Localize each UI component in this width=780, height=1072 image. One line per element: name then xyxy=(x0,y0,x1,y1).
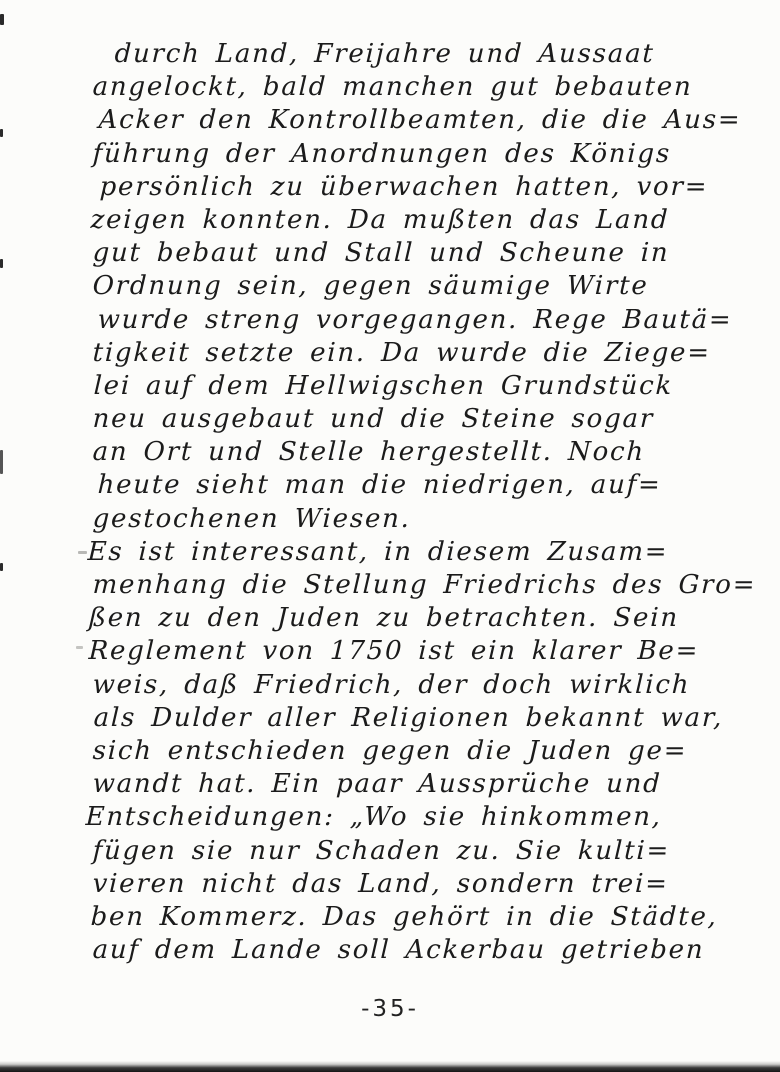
handwritten-line: durch Land, Freijahre und Aussaat xyxy=(114,39,656,69)
handwritten-line: lei auf dem Hellwigschen Grundstück xyxy=(93,370,674,401)
handwritten-line: gut bebaut und Stall und Scheune in xyxy=(92,238,671,269)
handwritten-line: angelockt, bald manchen gut bebauten xyxy=(92,72,694,103)
handwritten-line: führung der Anordnungen des Königs xyxy=(92,138,672,169)
scan-speck xyxy=(0,450,3,474)
handwritten-line: Entscheidungen: „Wo sie hinkommen, xyxy=(85,802,663,833)
scan-speck xyxy=(0,14,4,25)
scan-speck xyxy=(0,129,3,137)
handwritten-line: heute sieht man die niedrigen, auf= xyxy=(97,470,663,501)
scan-speck xyxy=(76,646,83,649)
handwritten-line: gestochenen Wiesen. xyxy=(92,503,412,534)
handwritten-line: als Dulder aller Religionen bekannt war, xyxy=(93,702,724,733)
scan-speck xyxy=(78,551,87,554)
handwritten-text-block xyxy=(85,38,757,967)
handwritten-line: zeigen konnten. Da mußten das Land xyxy=(90,204,670,235)
handwritten-line: ben Kommerz. Das gehört in die Städte, xyxy=(90,901,719,932)
handwritten-line: fügen sie nur Schaden zu. Sie kulti= xyxy=(92,835,671,866)
handwritten-line: Acker den Kontrollbeamten, die die Aus= xyxy=(98,105,742,136)
handwritten-line: wurde streng vorgegangen. Rege Bautä= xyxy=(97,304,734,335)
handwritten-line: auf dem Lande soll Ackerbau getrieben xyxy=(92,935,705,966)
handwritten-line: neu ausgebaut und die Steine sogar xyxy=(92,404,655,435)
handwritten-line: ßen zu den Juden zu betrachten. Sein xyxy=(88,603,680,634)
handwritten-line: menhang die Stellung Friedrichs des Gro= xyxy=(92,570,757,600)
page-number: -35- xyxy=(361,996,419,1022)
handwritten-line: tigkeit setzte ein. Da wurde die Ziege= xyxy=(92,337,712,368)
handwritten-line: persönlich zu überwachen hatten, vor= xyxy=(99,171,709,202)
scan-bottom-edge xyxy=(0,1061,780,1072)
handwritten-line: sich entschieden gegen die Juden ge= xyxy=(92,735,688,766)
handwritten-line: Reglement von 1750 ist ein klarer Be= xyxy=(88,636,700,667)
scan-speck xyxy=(0,259,3,268)
handwritten-line: wandt hat. Ein paar Aussprüche und xyxy=(92,769,663,800)
handwritten-line: Ordnung sein, gegen säumige Wirte xyxy=(92,271,650,302)
scan-speck xyxy=(0,563,3,571)
handwritten-line: an Ort und Stelle hergestellt. Noch xyxy=(92,437,646,468)
handwritten-line: vieren nicht das Land, sondern trei= xyxy=(92,868,670,899)
handwritten-line: weis, daß Friedrich, der doch wirklich xyxy=(92,669,691,700)
handwritten-line: Es ist interessant, in diesem Zusam= xyxy=(87,536,669,567)
